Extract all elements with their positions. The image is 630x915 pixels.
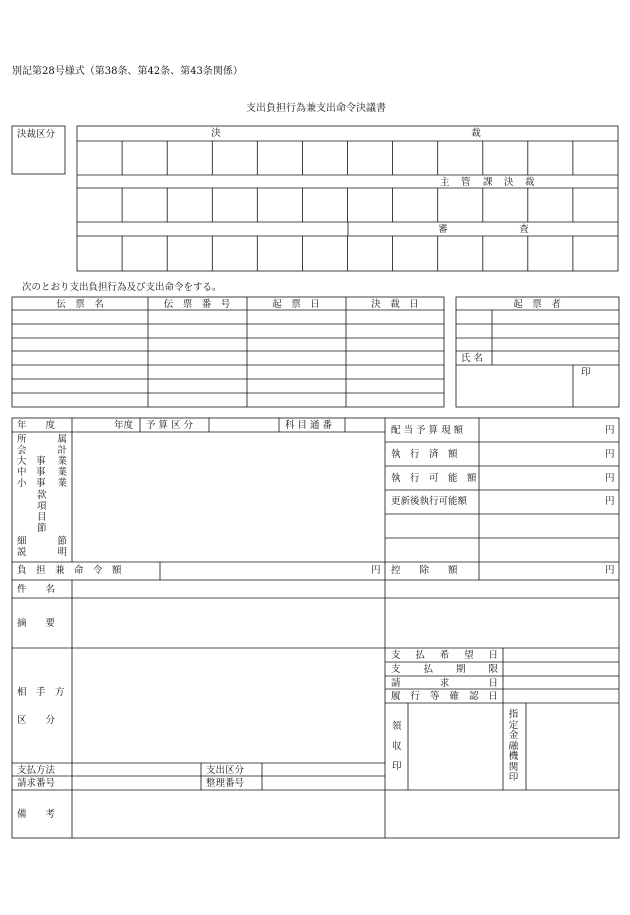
left-label-kan: 款 — [37, 490, 47, 501]
approval-stamp-cell[interactable] — [348, 236, 393, 271]
kojo-amount-field[interactable] — [479, 562, 619, 580]
approval-stamp-cell[interactable] — [528, 236, 573, 271]
shiharai-kibou-label: 支 払 希 望 日 — [391, 650, 498, 661]
rikou-kakunin-label: 履 行 等 確 認 日 — [391, 691, 498, 702]
haitou-yosan-label: 配 当 予 算 現 額 — [391, 425, 464, 436]
yen-unit-2: 円 — [605, 449, 615, 460]
seikyu-bi-label: 請 求 日 — [391, 678, 498, 689]
approval-stamp-cell[interactable] — [438, 141, 483, 175]
col-header-kihyo-date: 起 票 日 — [272, 299, 320, 310]
ryoshu-char-0: 領 — [392, 721, 402, 732]
futan-meirei-label: 負 担 兼 命 令 額 — [17, 565, 122, 576]
tekiyo-field[interactable] — [72, 598, 619, 648]
kessai-label-right: 裁 — [471, 128, 481, 139]
order-statement: 次のとおり支出負担行為及び支出命令をする。 — [22, 282, 222, 293]
left-label-chu-jigyo: 中 事 業 — [17, 467, 67, 478]
approval-stamp-cell[interactable] — [167, 236, 212, 271]
shukan-char-0: 主 — [440, 177, 450, 188]
shimei-label: 氏 名 — [461, 353, 484, 364]
approval-stamp-cell[interactable] — [167, 188, 212, 222]
ryoshu-char-2: 印 — [392, 761, 402, 772]
approval-stamp-cell[interactable] — [348, 188, 393, 222]
shishutsu-kubun-label: 支出区分 — [206, 765, 245, 776]
kessai-label-left: 決 — [211, 128, 221, 139]
approval-stamp-cell[interactable] — [212, 236, 257, 271]
approval-stamp-cell[interactable] — [302, 236, 347, 271]
approval-stamp-cell[interactable] — [77, 236, 122, 271]
approval-stamp-cell[interactable] — [438, 188, 483, 222]
left-label-saisetsu: 細 節 — [17, 536, 67, 547]
koushin-kanou-label: 更新後執行可能額 — [391, 496, 468, 507]
yosan-kubun-label: 予 算 区 分 — [146, 420, 194, 431]
approval-stamp-cell[interactable] — [77, 141, 122, 175]
left-label-setsu: 節 — [37, 523, 47, 534]
approval-stamp-cell[interactable] — [393, 141, 438, 175]
approval-stamp-cell[interactable] — [483, 236, 528, 271]
approval-stamp-cell[interactable] — [257, 141, 302, 175]
aite-label: 相 手 方 — [17, 687, 65, 698]
col-header-denpyo-name: 伝 票 名 — [56, 299, 104, 310]
approval-stamp-cell[interactable] — [393, 236, 438, 271]
biko-field[interactable] — [72, 790, 619, 838]
kojo-label: 控 除 額 — [391, 565, 458, 576]
left-label-setsumei: 説 明 — [17, 547, 67, 558]
approval-stamp-cell[interactable] — [573, 236, 618, 271]
kojo-yen-unit: 円 — [605, 565, 615, 576]
shinsa-label-left: 審 — [438, 224, 448, 235]
approval-stamp-cell[interactable] — [167, 141, 212, 175]
form-reference: 別記第28号様式（第38条、第42条、第43条関係） — [12, 66, 243, 77]
ryoshu-char-1: 収 — [392, 741, 402, 752]
approval-stamp-cell[interactable] — [393, 188, 438, 222]
shikkou-kanou-label: 執 行 可 能 額 — [391, 473, 477, 484]
approval-stamp-cell[interactable] — [212, 141, 257, 175]
shinsa-label-right: 査 — [519, 224, 529, 235]
approval-stamp-cell[interactable] — [573, 188, 618, 222]
kihyosha-header: 起 票 者 — [513, 299, 561, 310]
approval-stamp-cell[interactable] — [257, 188, 302, 222]
shiharai-kigen-label: 支 払 期 限 — [391, 664, 498, 675]
left-label-moku: 目 — [37, 512, 47, 523]
approval-stamp-cell[interactable] — [77, 188, 122, 222]
shukan-char-3: 決 — [504, 177, 514, 188]
seiri-bangou-label: 整理番号 — [206, 778, 245, 789]
left-label-dai-jigyo: 大 事 業 — [17, 456, 67, 467]
col-header-denpyo-number: 伝 票 番 号 — [163, 299, 231, 310]
approval-stamp-cell[interactable] — [257, 236, 302, 271]
shukan-char-1: 管 — [461, 177, 471, 188]
approval-stamp-cell[interactable] — [483, 188, 528, 222]
tekiyo-label: 摘 要 — [17, 618, 56, 629]
seal-label: 印 — [581, 367, 591, 378]
left-label-sho-jigyo: 小 事 業 — [17, 478, 67, 489]
approval-stamp-cell[interactable] — [528, 141, 573, 175]
kubun-label: 区 分 — [17, 715, 56, 726]
shitei-kinyu-label: 指定金融機関印 — [508, 709, 519, 783]
approval-stamp-cell[interactable] — [302, 188, 347, 222]
nendo-label: 年 度 — [17, 420, 56, 431]
shikkou-zumi-label: 執 行 済 額 — [391, 449, 458, 460]
shukan-char-4: 裁 — [525, 177, 535, 188]
left-label-kaikei: 会 計 — [17, 445, 67, 456]
approval-stamp-cell[interactable] — [573, 141, 618, 175]
biko-label: 備 考 — [17, 809, 56, 820]
shukan-char-2: 課 — [483, 177, 493, 188]
kenmei-field[interactable] — [72, 580, 385, 598]
page-title: 支出負担行為兼支出命令決議書 — [246, 103, 386, 114]
kessai-kubun-label: 決裁区分 — [17, 129, 56, 140]
yen-unit-3: 円 — [605, 473, 615, 484]
approval-stamp-cell[interactable] — [483, 141, 528, 175]
left-label-shozoku: 所 属 — [17, 434, 67, 445]
approval-stamp-cell[interactable] — [122, 141, 167, 175]
approval-stamp-cell[interactable] — [212, 188, 257, 222]
approval-stamp-cell[interactable] — [528, 188, 573, 222]
approval-stamp-cell[interactable] — [122, 236, 167, 271]
shiharai-houhou-label: 支払方法 — [17, 765, 56, 776]
approval-stamp-cell[interactable] — [302, 141, 347, 175]
left-label-kou: 項 — [37, 501, 47, 512]
yen-unit-4: 円 — [605, 496, 615, 507]
seikyu-bangou-label: 請求番号 — [17, 778, 56, 789]
yen-unit-1: 円 — [605, 425, 615, 436]
kenmei-label: 件 名 — [17, 584, 56, 595]
approval-stamp-cell[interactable] — [348, 141, 393, 175]
futan-yen-unit: 円 — [371, 565, 381, 576]
approval-stamp-cell[interactable] — [122, 188, 167, 222]
approval-stamp-cell[interactable] — [438, 236, 483, 271]
futan-amount-field[interactable] — [160, 562, 385, 580]
col-header-kessai-date: 決 裁 日 — [371, 299, 419, 310]
nendo-suffix: 年度 — [114, 420, 134, 431]
kamoku-tsuban-label: 科 目 通 番 — [285, 420, 333, 431]
